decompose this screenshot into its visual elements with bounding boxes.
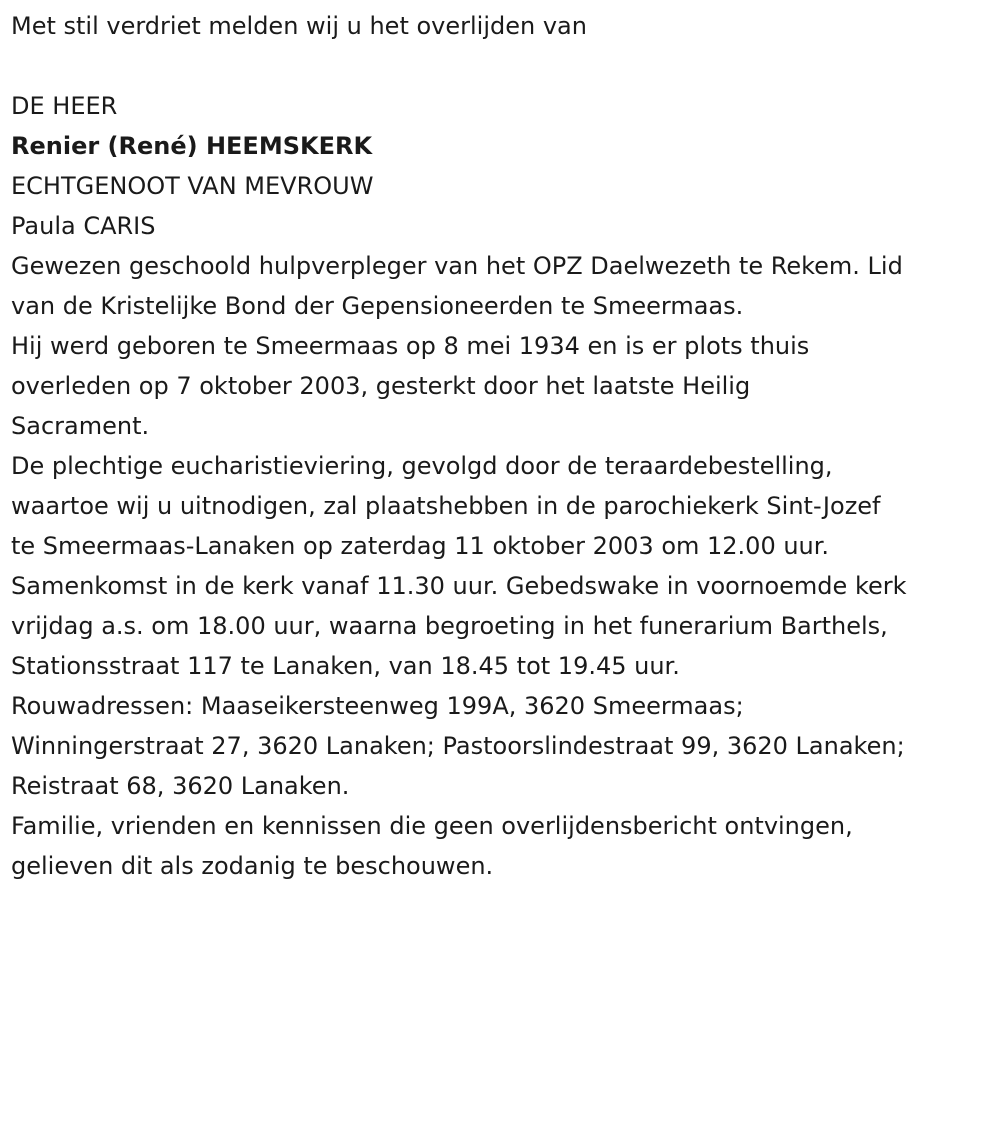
occupation-paragraph	[11, 246, 993, 326]
spouse-name: Paula CARIS	[11, 212, 156, 240]
paragraph-line: Rouwadressen: Maaseikersteenweg 199A, 3620 Smeermaas;	[11, 692, 744, 720]
paragraph-line: gelieven dit als zodanig te beschouwen.	[11, 852, 494, 880]
birth-death-paragraph	[11, 326, 993, 446]
paragraph-line: Reistraat 68, 3620 Lanaken.	[11, 772, 350, 800]
paragraph-line: Gewezen geschoold hulpverpleger van het OPZ Daelwezeth te Rekem. Lid	[11, 252, 903, 280]
intro-text: Met stil verdriet melden wij u het overlijden van	[11, 12, 587, 40]
paragraph-line: Winningerstraat 27, 3620 Lanaken; Pastoorslindestraat 99, 3620 Lanaken;	[11, 732, 905, 760]
paragraph-line: te Smeermaas-Lanaken op zaterdag 11 oktober 2003 om 12.00 uur.	[11, 532, 830, 560]
paragraph-line: vrijdag a.s. om 18.00 uur, waarna begroeting in het funerarium Barthels,	[11, 612, 888, 640]
mourning-addresses-paragraph	[11, 686, 993, 806]
deceased-name: Renier (René) HEEMSKERK	[11, 132, 373, 160]
paragraph-line: Familie, vrienden en kennissen die geen overlijdensbericht ontvingen,	[11, 812, 853, 840]
paragraph-line: Sacrament.	[11, 412, 150, 440]
paragraph-line: waartoe wij u uitnodigen, zal plaatshebben in de parochiekerk Sint-Jozef	[11, 492, 881, 520]
paragraph-line: Stationsstraat 117 te Lanaken, van 18.45 tot 19.45 uur.	[11, 652, 680, 680]
closing-paragraph	[11, 806, 993, 886]
title-prefix: DE HEER	[11, 92, 118, 120]
paragraph-line: Samenkomst in de kerk vanaf 11.30 uur. Gebedswake in voornoemde kerk	[11, 572, 907, 600]
paragraph-line: Hij werd geboren te Smeermaas op 8 mei 1934 en is er plots thuis	[11, 332, 810, 360]
paragraph-line: overleden op 7 oktober 2003, gesterkt door het laatste Heilig	[11, 372, 751, 400]
funeral-paragraph	[11, 446, 993, 686]
paragraph-line: De plechtige eucharistieviering, gevolgd door de teraardebestelling,	[11, 452, 833, 480]
spouse-label: ECHTGENOOT VAN MEVROUW	[11, 172, 374, 200]
paragraph-line: van de Kristelijke Bond der Gepensioneerden te Smeermaas.	[11, 292, 744, 320]
death-notice	[11, 0, 993, 886]
